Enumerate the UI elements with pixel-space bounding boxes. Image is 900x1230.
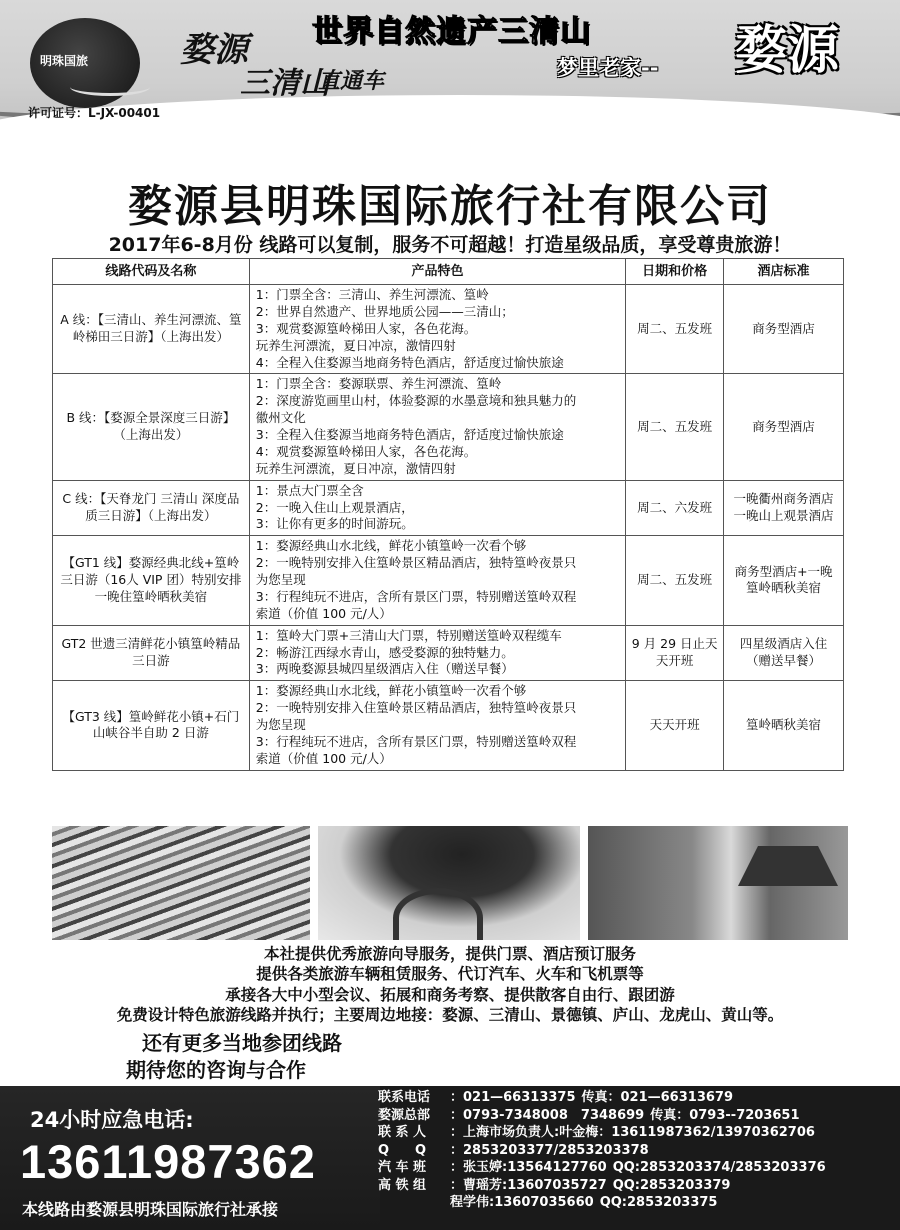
feature-line: 1：门票全含：婺源联票、养生河漂流、篁岭 [255,376,502,392]
header-route-name: 线路代码及名称 [53,259,250,285]
contact-value[interactable]: ：张玉婷:13564127760 [450,1160,607,1175]
route-features [249,681,625,770]
feature-line: 4：全程入住婺源当地商务特色酒店，舒适度过愉快旅途 [255,354,564,370]
route-hotel: 四星级酒店入住（赠送早餐） [724,625,844,681]
emergency-label: 24小时应急电话: [30,1108,194,1132]
route-date: 周二、五发班 [626,285,724,374]
feature-line: 徽州文化 [255,410,306,426]
table-header-row [53,259,844,285]
feature-line: 2：畅游江西绿水青山，感受婺源的独特魅力。 [255,644,514,660]
contact-value[interactable]: ：上海市场负责人:叶金梅：13611987362/13970362706 [450,1125,815,1140]
logo [30,18,140,108]
feature-line: 2：一晚特别安排入住篁岭景区精品酒店，独特篁岭夜景只 [255,555,577,571]
logo-wave-icon [70,78,150,96]
feature-line: 3：两晚婺源县城四星级酒店入住（赠送早餐） [255,661,514,677]
route-date: 周二、五发班 [626,374,724,480]
contact-value[interactable]: ：曹瑶芳:13607035727 [450,1177,607,1193]
table-row [53,480,844,536]
contact-extra[interactable]: 传真：0793--7203651 [650,1107,800,1123]
route-date: 周二、六发班 [626,480,724,536]
contact-extra[interactable]: QQ:2853203379 [612,1177,731,1193]
license-number: 许可证号：L-JX-00401 [28,106,161,120]
emergency-phone[interactable]: 13611987362 [20,1135,316,1188]
calligraphy-express: 直通车 [318,68,385,94]
routes-table [52,258,844,771]
table-row [53,374,844,480]
contact-key: 联系电话 [378,1090,431,1105]
contact-row [378,1177,898,1195]
feature-line: 3：行程纯玩不进店，含所有景区门票，特别赠送篁岭双程 [255,733,577,749]
contact-value[interactable]: ：2853203377/2853203378 [450,1142,649,1158]
feature-line: 3：让你有更多的时间游玩。 [255,516,414,532]
header-date-price: 日期和价格 [626,259,724,285]
photo-terraced-fields [52,826,310,940]
contact-key: 汽 车 班 [378,1160,427,1175]
feature-line: 2：深度游览画里山村，体验婺源的水墨意境和独具魅力的 [255,393,577,409]
contact-list [378,1089,898,1212]
contact-row [378,1089,898,1107]
service-line: 承接各大中小型会议、拓展和商务考察、提供散客自由行、跟团游 [225,985,675,1004]
route-hotel: 商务型酒店+一晚篁岭晒秋美宿 [724,536,844,625]
contact-key [378,1194,450,1212]
header-destination: 婺源 [735,20,840,81]
feature-line: 2：一晚入住山上观景酒店， [255,499,414,515]
photo-ancient-village [588,826,848,940]
feature-line: 玩养生河漂流，夏日冲凉，激情四射 [255,460,456,476]
header-features: 产品特色 [249,259,625,285]
route-name: B 线：【婺源全景深度三日游】（上海出发） [53,374,250,480]
feature-line: 1：婺源经典山水北线，鲜花小镇篁岭一次看个够 [255,683,527,699]
feature-line: 4：观赏婺源篁岭梯田人家，各色花海。 [255,443,477,459]
feature-line: 2：一晚特别安排入住篁岭景区精品酒店，独特篁岭夜景只 [255,700,577,716]
route-date: 周二、五发班 [626,536,724,625]
header-slogan: 梦里老家-- [557,56,659,80]
contact-key: 婺源总部 [378,1107,431,1123]
tagline: 2017年6-8月份 线路可以复制，服务不可超越！打造星级品质，享受尊贵旅游！ [108,234,792,256]
table-row [53,536,844,625]
route-features [249,285,625,374]
route-name: 【GT1 线】婺源经典北线+篁岭三日游（16人 VIP 团）特别安排一晚住篁岭晒秋美宿 [53,536,250,625]
contact-row [378,1159,898,1177]
route-features [249,536,625,625]
route-features [249,480,625,536]
route-date: 9 月 29 日止天天开班 [626,625,724,681]
route-features [249,625,625,681]
route-hotel: 一晚衢州商务酒店 一晚山上观景酒店 [724,480,844,536]
feature-line: 2：世界自然遗产、世界地质公园——三清山； [255,303,514,319]
feature-line: 为您呈现 [255,572,306,587]
routes-body [53,285,844,771]
feature-line: 索道（价值 100 元/人） [255,605,392,621]
header-banner [0,0,900,150]
service-line: 提供各类旅游车辆租赁服务、代订汽车、火车和飞机票等 [256,965,644,984]
route-name: GT2 世遗三清鲜花小镇篁岭精品三日游 [53,625,250,681]
photo-stone-bridge [318,826,580,940]
route-name: C 线：【天脊龙门 三清山 深度品质三日游】（上海出发） [53,480,250,536]
contact-key: 高 铁 组 [378,1177,427,1193]
contact-key: 联 系 人 [378,1125,427,1140]
route-hotel: 商务型酒店 [724,285,844,374]
route-features [249,374,625,480]
route-hotel: 商务型酒店 [724,374,844,480]
feature-line: 1：门票全含：三清山、养生河漂流、篁岭 [255,287,489,302]
village-roof [738,846,838,886]
contact-extra[interactable]: QQ:2853203374/2853203376 [612,1160,826,1175]
feature-line: 3：观赏婺源篁岭梯田人家，各色花海。 [255,320,477,336]
feature-line: 索道（价值 100 元/人） [255,750,392,766]
feature-line: 1：篁岭大门票+三清山大门票，特别赠送篁岭双程缆车 [255,627,562,643]
route-name: 【GT3 线】篁岭鲜花小镇+石门山峡谷半自助 2 日游 [53,681,250,770]
contact-row [378,1124,898,1142]
route-hotel: 篁岭晒秋美宿 [724,681,844,770]
service-line: 本社提供优秀旅游向导服务，提供门票、酒店预订服务 [263,945,636,963]
contact-value[interactable]: ：021—66313375 [450,1090,576,1105]
contact-key: Q Q [378,1142,427,1158]
services-list [0,944,900,1026]
contact-row [378,1194,898,1212]
feature-line: 1：景点大门票全含 [255,482,364,498]
table-row [53,681,844,770]
route-date: 天天开班 [626,681,724,770]
header-hotel: 酒店标准 [724,259,844,285]
table-row [53,285,844,374]
company-name: 婺源县明珠国际旅行社有限公司 [128,181,772,232]
feature-line: 3：全程入住婺源当地商务特色酒店，舒适度过愉快旅途 [255,427,564,442]
contact-extra[interactable]: QQ:2853203375 [599,1195,718,1210]
contact-value[interactable]: ：0793-7348008 7348699 [450,1107,645,1123]
feature-line: 3：行程纯玩不进店，含所有景区门票，特别赠送篁岭双程 [255,588,577,604]
calligraphy-wuyuan: 婺源 [180,30,248,70]
table-row [53,625,844,681]
contact-row [378,1107,898,1125]
calligraphy-sanqingshan: 三清山 [240,66,330,101]
bridge-arch [393,888,483,940]
more-routes-line: 还有更多当地参团线路 [142,1031,342,1055]
header-title: 世界自然遗产三清山 [312,14,591,49]
contact-row [378,1142,898,1160]
logo-text: 明珠国旅 [40,54,89,68]
operator-note: 本线路由婺源县明珠国际旅行社承接 [22,1200,279,1219]
route-name: A 线：【三清山、养生河漂流、篁岭梯田三日游】（上海出发） [53,285,250,374]
service-line: 免费设计特色旅游线路并执行；主要周边地接：婺源、三清山、景德镇、庐山、龙虎山、黄山等。 [116,1006,784,1025]
contact-extra[interactable]: 传真：021—66313679 [581,1090,733,1105]
consult-line: 期待您的咨询与合作 [126,1058,306,1082]
feature-line: 1：婺源经典山水北线，鲜花小镇篁岭一次看个够 [255,538,527,554]
feature-line: 玩养生河漂流，夏日冲凉，激情四射 [255,337,456,353]
contact-value[interactable]: 程学伟:13607035660 [450,1195,594,1210]
feature-line: 为您呈现 [255,717,306,732]
footer [0,1086,900,1230]
